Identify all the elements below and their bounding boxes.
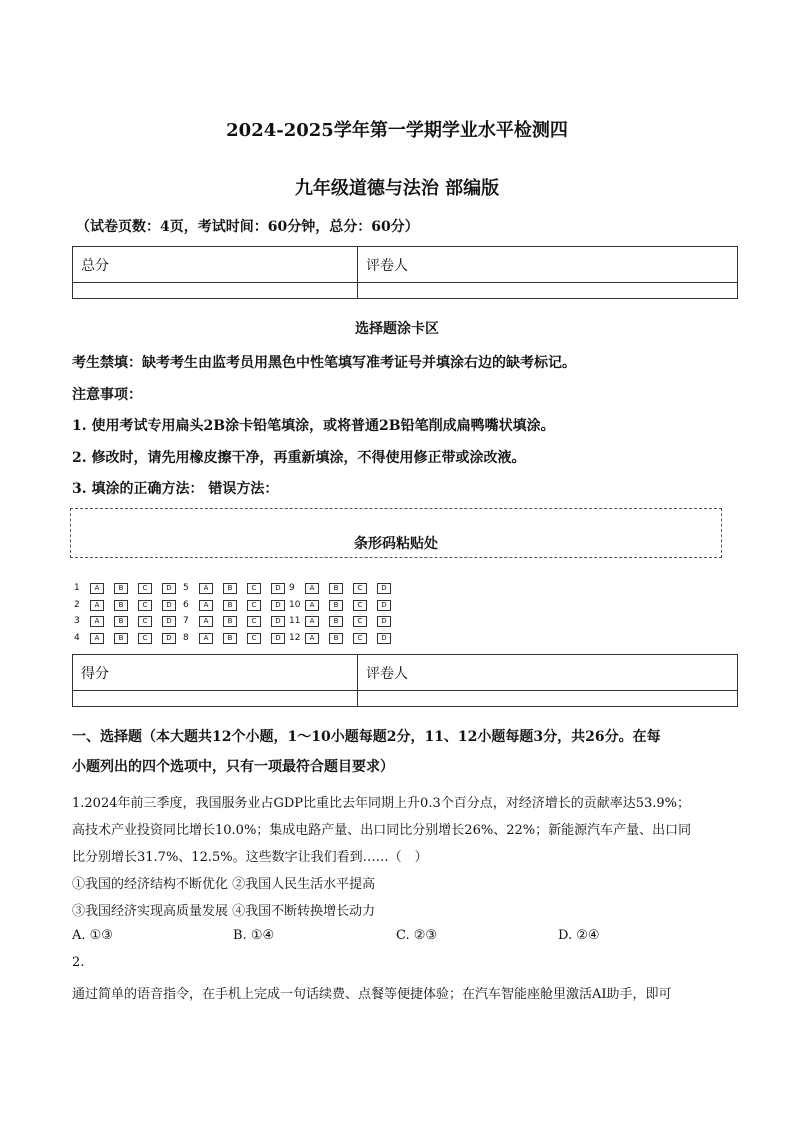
question-number: 12 (289, 632, 301, 643)
answer-bubble-d[interactable]: D (162, 616, 176, 627)
answer-bubble-b[interactable]: B (223, 600, 237, 611)
answer-bubble-d[interactable]: D (271, 633, 285, 644)
answer-bubble-d[interactable]: D (162, 633, 176, 644)
question-number: 5 (183, 583, 189, 593)
answer-bubble-b[interactable]: B (223, 616, 237, 627)
answer-bubble-c[interactable]: C (138, 600, 152, 611)
q1-option-d: D. ②④ (558, 928, 600, 943)
answer-bubble-b[interactable]: B (329, 600, 343, 611)
answer-bubble-a[interactable]: A (199, 616, 213, 627)
answer-bubble-c[interactable]: C (138, 616, 152, 627)
answer-bubble-c[interactable]: C (247, 616, 261, 627)
answer-bubble-a[interactable]: A (90, 600, 104, 611)
answer-bubble-c[interactable]: C (353, 583, 367, 594)
answer-bubble-c[interactable]: C (353, 616, 367, 627)
question-number: 11 (289, 616, 301, 626)
question-number: 8 (183, 632, 189, 643)
answer-bubble-a[interactable]: A (90, 583, 104, 594)
q1-statement-1: ①我国的经济结构不断优化 ②我国人民生活水平提高 (72, 877, 376, 892)
answer-bubble-c[interactable]: C (247, 600, 261, 611)
question-number: 6 (183, 599, 189, 610)
q1-line3: 比分别增长31.7%、12.5%。这些数字让我们看到……（ ） (72, 850, 428, 865)
question-number: 3 (74, 616, 80, 626)
answer-bubble-a[interactable]: A (199, 583, 213, 594)
q2-line1: 通过简单的语音指令，在手机上完成一句话续费、点餐等便捷体验；在汽车智能座舱里激活AI助手，即可 (72, 987, 672, 1002)
exam-subtitle: 九年级道德与法治 部编版 (294, 178, 500, 199)
section-score-cell[interactable] (73, 691, 358, 707)
answer-bubble-a[interactable]: A (305, 616, 319, 627)
answer-bubble-a[interactable]: A (90, 633, 104, 644)
answer-bubble-b[interactable]: B (114, 633, 128, 644)
barcode-label: 条形码粘贴处 (354, 536, 438, 552)
answer-bubble-c[interactable]: C (353, 600, 367, 611)
exam-info: （试卷页数：4页，考试时间：60分钟，总分：60分） (76, 219, 419, 235)
section1-heading-line1: 一、选择题（本大题共12个小题，1～10小题每题2分，11、12小题每题3分，共26分。在每 (72, 729, 661, 745)
answer-card-heading: 选择题涂卡区 (355, 321, 439, 337)
q2-number: 2. (72, 955, 85, 970)
q1-line2: 高技术产业投资同比增长10.0%；集成电路产量、出口同比分别增长26%、22%；新能源汽车产量、出口同 (72, 823, 692, 838)
answer-bubble-a[interactable]: A (199, 600, 213, 611)
answer-bubble-a[interactable]: A (90, 616, 104, 627)
answer-bubble-d[interactable]: D (271, 616, 285, 627)
question-number: 7 (183, 616, 189, 626)
question-number: 9 (289, 583, 295, 593)
answer-bubble-b[interactable]: B (329, 616, 343, 627)
section-score-label: 得分 (73, 655, 358, 691)
answer-bubble-b[interactable]: B (223, 633, 237, 644)
answer-bubble-a[interactable]: A (199, 633, 213, 644)
note-3: 3. 填涂的正确方法： 错误方法： (72, 481, 279, 497)
answer-bubble-b[interactable]: B (329, 633, 343, 644)
grader-cell[interactable] (358, 283, 738, 299)
section-grader-cell[interactable] (358, 691, 738, 707)
q1-statement-2: ③我国经济实现高质量发展 ④我国不断转换增长动力 (72, 904, 376, 919)
exam-title: 2024-2025学年第一学期学业水平检测四 (226, 120, 568, 141)
note-2: 2. 修改时，请先用橡皮擦干净，再重新填涂，不得使用修正带或涂改液。 (72, 450, 526, 466)
question-number: 2 (74, 599, 80, 610)
answer-bubble-c[interactable]: C (138, 633, 152, 644)
answer-bubble-d[interactable]: D (377, 583, 391, 594)
score-table-total (72, 246, 738, 299)
answer-bubble-d[interactable]: D (271, 583, 285, 594)
answer-bubble-c[interactable]: C (138, 583, 152, 594)
barcode-area (70, 508, 722, 558)
answer-bubble-c[interactable]: C (247, 633, 261, 644)
q1-option-c: C. ②③ (396, 928, 438, 943)
question-number: 10 (289, 599, 301, 610)
answer-bubble-d[interactable]: D (271, 600, 285, 611)
question-number: 1 (74, 583, 80, 593)
section1-heading-line2: 小题列出的四个选项中，只有一项最符合题目要求） (72, 759, 394, 775)
total-score-label: 总分 (73, 247, 358, 283)
q1-option-a: A. ①③ (72, 928, 113, 943)
answer-bubble-c[interactable]: C (353, 633, 367, 644)
answer-bubble-d[interactable]: D (377, 616, 391, 627)
answer-bubble-a[interactable]: A (305, 600, 319, 611)
q1-option-b: B. ①④ (233, 928, 275, 943)
absent-notice: 考生禁填：缺考考生由监考员用黑色中性笔填写准考证号并填涂右边的缺考标记。 (72, 355, 576, 371)
answer-bubble-a[interactable]: A (305, 583, 319, 594)
answer-bubble-d[interactable]: D (377, 633, 391, 644)
score-table-section (72, 654, 738, 707)
notes-title: 注意事项： (72, 387, 142, 403)
total-score-cell[interactable] (73, 283, 358, 299)
answer-bubble-c[interactable]: C (247, 583, 261, 594)
question-number: 4 (74, 632, 80, 643)
answer-bubble-d[interactable]: D (162, 583, 176, 594)
section-grader-label: 评卷人 (358, 655, 738, 691)
grader-label: 评卷人 (358, 247, 738, 283)
answer-bubble-b[interactable]: B (114, 616, 128, 627)
answer-bubble-b[interactable]: B (114, 600, 128, 611)
answer-bubble-d[interactable]: D (162, 600, 176, 611)
note-1: 1. 使用考试专用扁头2B涂卡铅笔填涂，或将普通2B铅笔削成扁鸭嘴状填涂。 (72, 418, 555, 434)
answer-bubble-b[interactable]: B (223, 583, 237, 594)
q1-line1: 1.2024年前三季度，我国服务业占GDP比重比去年同期上升0.3个百分点，对经济增长的贡献率达53.9%； (72, 796, 691, 811)
answer-bubble-b[interactable]: B (329, 583, 343, 594)
answer-bubble-b[interactable]: B (114, 583, 128, 594)
answer-bubble-d[interactable]: D (377, 600, 391, 611)
answer-bubble-a[interactable]: A (305, 633, 319, 644)
